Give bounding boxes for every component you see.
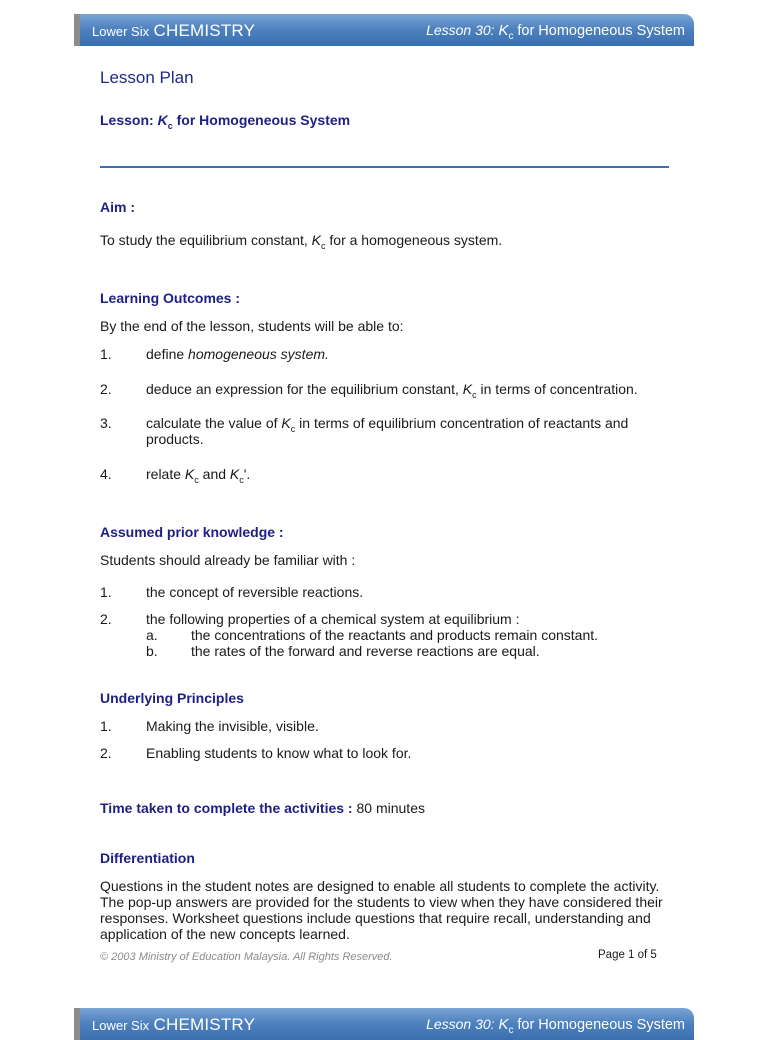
principle-number: 1. [100,718,112,734]
time-taken [100,800,425,816]
banner-course-subject: CHEMISTRY [153,21,256,40]
lesson-title: Lesson: $K_c$ for Homogeneous System [100,112,351,131]
page-title: Lesson Plan [100,68,194,87]
banner-course [92,1015,255,1035]
prior-subitem-label: a. [146,627,158,643]
principles-heading: Underlying Principles [100,690,244,706]
time-taken-label: Time taken to complete the activities : [100,800,353,816]
banner-kc-symbol: $K_c$ [498,22,514,42]
outcomes-intro: By the end of the lesson, students will be able to: [100,318,404,334]
prior-knowledge-intro: Students should already be familiar with : [100,552,356,568]
title-divider [100,166,669,168]
principle-item: Making the invisible, visible. [146,718,319,734]
prior-knowledge-heading: Assumed prior knowledge : [100,524,284,540]
banner-kc-symbol: $K_c$ [498,1016,514,1036]
outcome-item: define homogeneous system. [146,346,329,362]
prior-number: 1. [100,584,112,600]
prior-subitem: the concentrations of the reactants and products remain constant. [191,627,599,643]
outcome-number: 1. [100,346,112,362]
banner-course-level: Lower Six [92,1018,150,1033]
page-number: Page 1 of 5 [598,949,657,961]
banner-course [92,21,255,41]
banner-lesson [426,22,685,42]
outcome-item-continued: products. [146,431,204,447]
outcome-item: calculate the value of $K_c$ in terms of equilibrium concentration of reactants and [146,415,629,434]
outcome-item: deduce an expression for the equilibrium constant, $K_c$ in terms of concentration. [146,381,638,400]
banner-lesson-number: Lesson 30: [426,22,495,38]
prior-item: the following properties of a chemical system at equilibrium : [146,611,520,627]
next-page-header-banner [74,1008,694,1040]
copyright-notice: © 2003 Ministry of Education Malaysia. All Rights Reserved. [100,951,393,963]
banner-lesson-title: for Homogeneous System [517,1017,685,1033]
aim-text: To study the equilibrium constant, $K_c$ for a homogeneous system. [100,232,503,251]
prior-subitem: the rates of the forward and reverse reactions are equal. [191,643,540,659]
differentiation-paragraph: Questions in the student notes are designed to enable all students to complete the activity. The pop-up answers are provided for the students to view when they have considered their responses. Worksheet questions include questions that require recall, understanding and application of the new concepts learned. [100,878,663,942]
outcome-number: 3. [100,415,112,431]
time-taken-value: 80 minutes [356,800,425,816]
outcome-number: 4. [100,466,112,482]
aim-heading: Aim : [100,199,135,215]
prior-number: 2. [100,611,112,627]
banner-lesson [426,1016,685,1036]
outcome-item: relate $K_c$ and $K_c'$. [146,466,251,485]
prior-item: the concept of reversible reactions. [146,584,364,600]
outcomes-heading: Learning Outcomes : [100,290,241,306]
prior-subitem-label: b. [146,643,158,659]
banner-course-level: Lower Six [92,24,150,39]
banner-lesson-number: Lesson 30: [426,1016,495,1032]
principle-item: Enabling students to know what to look for. [146,745,412,761]
principle-number: 2. [100,745,112,761]
banner-lesson-title: for Homogeneous System [517,23,685,39]
banner-course-subject: CHEMISTRY [153,1015,256,1034]
outcome-number: 2. [100,381,112,397]
header-banner [74,14,694,46]
differentiation-heading: Differentiation [100,850,195,866]
